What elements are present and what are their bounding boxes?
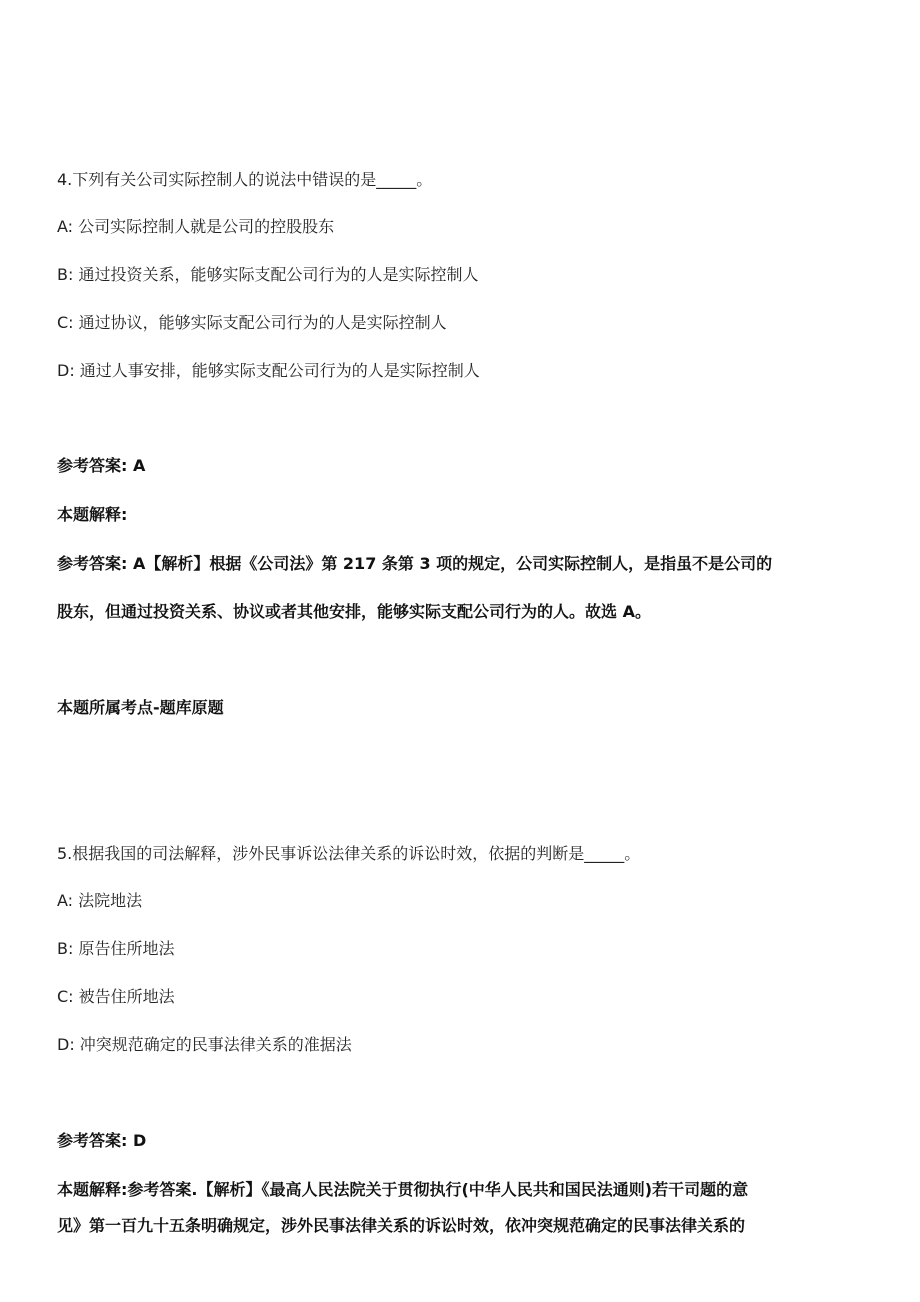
q4-topic: 本题所属考点-题库原题 [57,698,224,717]
q4-explanation-line-1: 参考答案: A【解析】根据《公司法》第 217 条第 3 项的规定，公司实际控制人，是指虽不是公司的 [57,554,773,573]
q5-stem: 5.根据我国的司法解释，涉外民事诉讼法律关系的诉讼时效，依据的判断是_____。 [57,844,641,863]
q4-option-d: D: 通过人事安排，能够实际支配公司行为的人是实际控制人 [57,361,480,380]
q4-answer: 参考答案: A [57,456,146,475]
q5-option-d: D: 冲突规范确定的民事法律关系的准据法 [57,1035,352,1054]
q5-option-b: B: 原告住所地法 [57,939,175,958]
q4-option-b: B: 通过投资关系，能够实际支配公司行为的人是实际控制人 [57,265,479,284]
q4-explanation-label: 本题解释: [57,505,128,524]
q5-explanation-line-1: 本题解释:参考答案.【解析】《最高人民法院关于贯彻执行(中华人民共和国民法通则)若干司题的意 [57,1180,749,1199]
q5-explanation-line-2: 见》第一百九十五条明确规定，涉外民事法律关系的诉讼时效，依冲突规范确定的民事法律关系的 [57,1216,746,1235]
q4-option-c: C: 通过协议，能够实际支配公司行为的人是实际控制人 [57,313,447,332]
q4-stem: 4.下列有关公司实际控制人的说法中错误的是_____。 [57,170,433,189]
q4-explanation-line-2: 股东，但通过投资关系、协议或者其他安排，能够实际支配公司行为的人。故选 A。 [57,602,651,621]
q5-option-a: A: 法院地法 [57,891,143,910]
q4-option-a: A: 公司实际控制人就是公司的控股股东 [57,217,335,236]
q5-option-c: C: 被告住所地法 [57,987,175,1006]
q5-answer: 参考答案: D [57,1131,147,1150]
